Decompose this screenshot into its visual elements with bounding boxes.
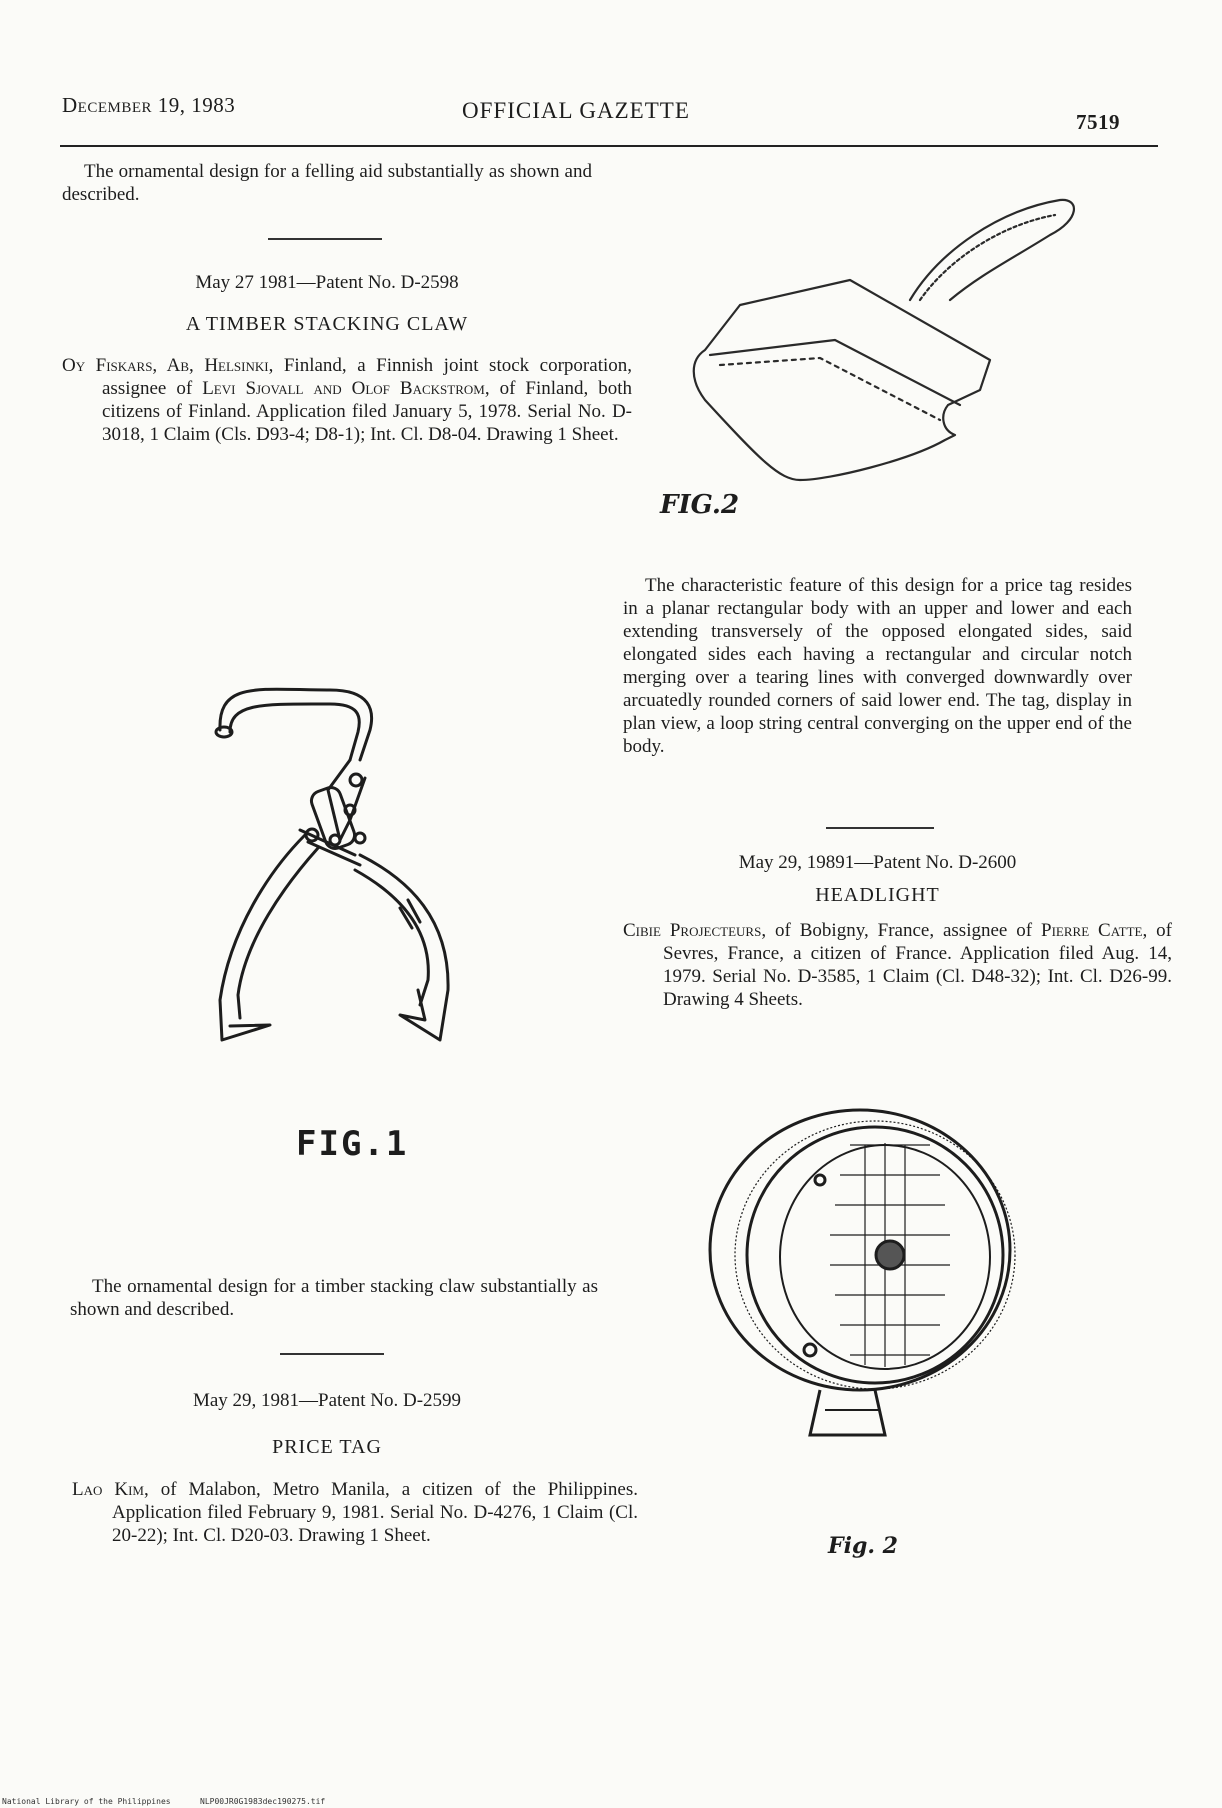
footer-file: NLP00JR0G1983dec190275.tif (200, 1797, 326, 1806)
fig1-label: FIG.1 (296, 1124, 409, 1164)
patent1-body: Oy Fiskars, Ab, Helsinki, Finland, a Finnish joint stock corporation, assignee of Levi Sjovall and Olof Backstrom, of Finland, both citizens of Finland. Application filed January 5, 1978. Serial No. D-3018, 1 Claim (Cls. D93-4; D8-1); Int. Cl. D8-04. Drawing 1 Sheet. (62, 355, 632, 445)
separator (280, 1353, 384, 1355)
page-number: 7519 (1076, 110, 1120, 134)
headlight-fig-label: Fig. 2 (828, 1533, 898, 1559)
patent3-body: Cibie Projecteurs, of Bobigny, France, assignee of Pierre Catte, of Sevres, France, a citizen of France. Application filed Aug. 14, 1979. Serial No. D-3585, 1 Claim (Cl. D48-32); Int. Cl. D26-99. Drawing 4 Sheets. (623, 920, 1172, 1010)
intro-text: The ornamental design for a felling aid substantially as shown and described. (62, 161, 592, 205)
headlight-drawing (700, 1105, 1030, 1485)
header-title: OFFICIAL GAZETTE (462, 98, 690, 123)
patent2-body: Lao Kim, of Malabon, Metro Manila, a citizen of the Philippines. Application filed February 9, 1981. Serial No. D-4276, 1 Claim (Cl. 20-22); Int. Cl. D20-03. Drawing 1 Sheet. (72, 1479, 638, 1546)
timber-claw-drawing (200, 660, 500, 1060)
pricetag-claim: The characteristic feature of this design for a price tag resides in a planar rectangular body with an upper and lower and each extending transversely of the opposed elongated sides, said elongated sides each having a rectangular and circular notch merging over a tearing lines with converged downwardly over arcuatedly rounded corners of said lower end. The tag, display in plan view, a loop string central converging on the upper end of the body. (623, 575, 1132, 757)
footer-library: National Library of the Philippines (2, 1797, 171, 1806)
patent3-dateline: May 29, 19891—Patent No. D-2600 (738, 852, 1017, 873)
patent1-claim: The ornamental design for a timber stacking claw substantially as shown and described. (70, 1276, 598, 1320)
patent1-dateline: May 27 1981—Patent No. D-2598 (195, 272, 459, 293)
separator (826, 827, 934, 829)
patent2-dateline: May 29, 1981—Patent No. D-2599 (192, 1390, 462, 1411)
patent3-title: HEADLIGHT (815, 884, 940, 906)
fig2-label: FIG.2 (660, 490, 740, 520)
price-tag-drawing (680, 190, 1110, 490)
separator (268, 238, 382, 240)
patent2-title: PRICE TAG (272, 1436, 382, 1458)
header-date: December 19, 1983 (62, 93, 236, 117)
header-rule (60, 145, 1158, 147)
patent1-title: A TIMBER STACKING CLAW (185, 313, 469, 335)
